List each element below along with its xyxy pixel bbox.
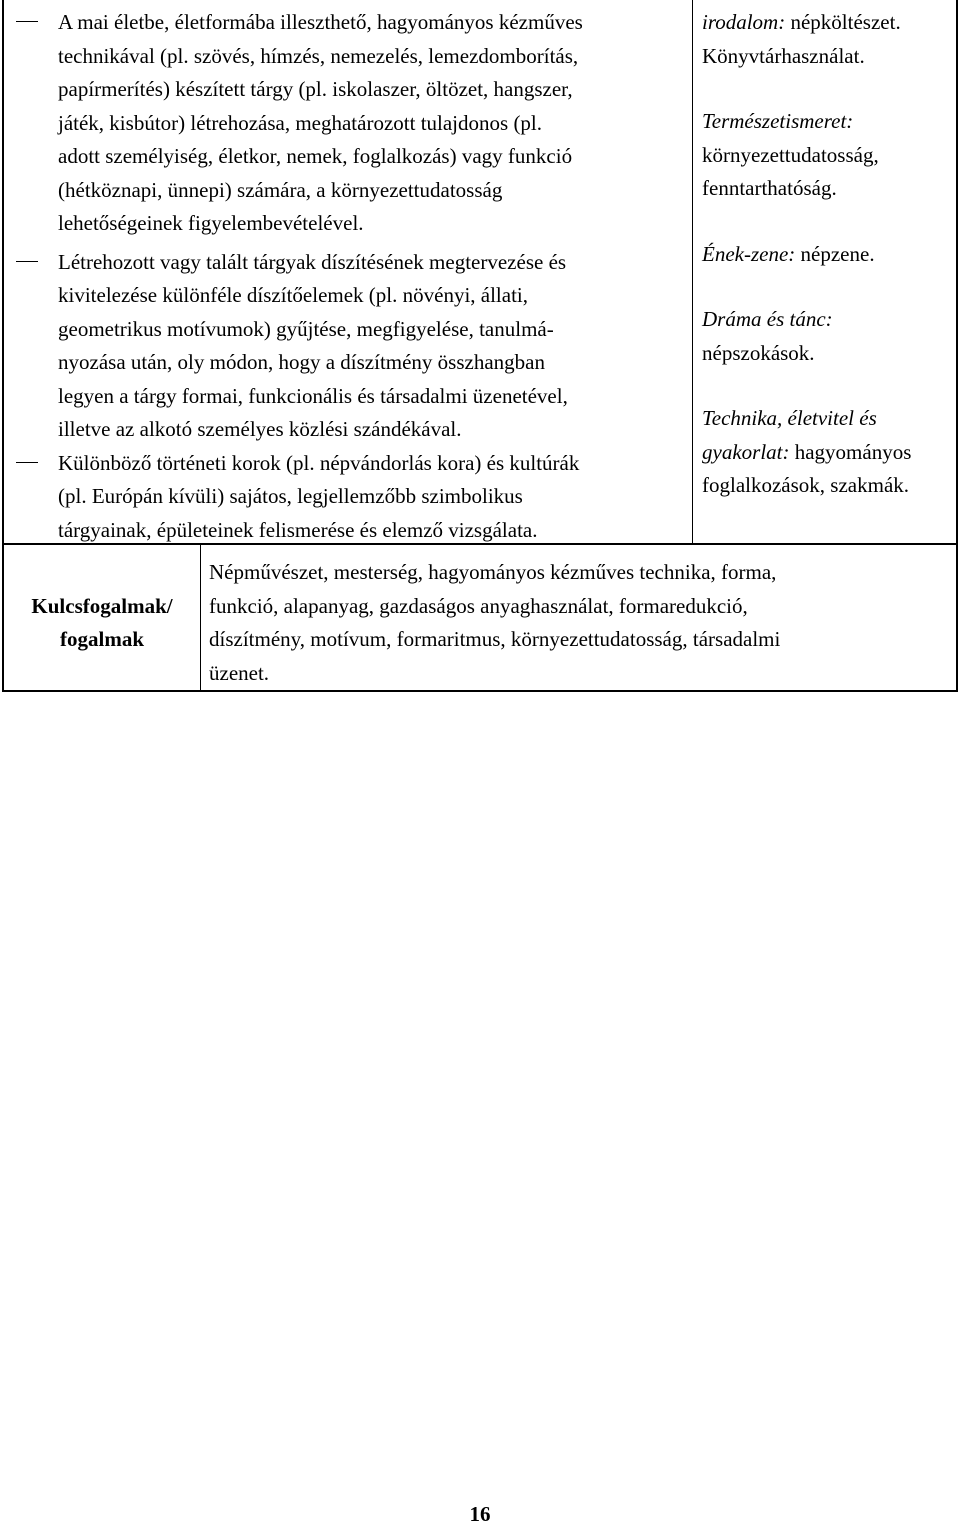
key-concepts-label [4, 590, 200, 656]
task-line: technikával (pl. szövés, hímzés, nemezelés, lemezdomborítás, [58, 43, 579, 68]
task-line: Különböző történeti korok (pl. népvándorlás kora) és kultúrák [58, 450, 580, 475]
development-tasks-column [4, 6, 692, 547]
development-tasks-section [2, 0, 958, 545]
connection-music [702, 238, 958, 272]
connections-column [702, 6, 958, 503]
key-concepts-text [209, 556, 954, 690]
task-line: illetve az alkotó személyes közlési szándékával. [58, 417, 462, 441]
key-concepts-line: Népművészet, mesterség, hagyományos kézműves technika, forma, [209, 560, 777, 584]
connection-subject: Ének-zene: [702, 241, 796, 266]
task-item-3 [4, 447, 692, 548]
task-line: A mai életbe, életformába illeszthető, hagyományos kézműves [58, 10, 583, 34]
column-divider [200, 545, 201, 690]
task-line: kivitelezése különféle díszítőelemek (pl. növényi, állati, [58, 283, 529, 307]
task-line: nyozása után, oly módon, hogy a díszítmény összhangban [58, 350, 545, 374]
key-concepts-line: üzenet. [209, 660, 270, 685]
task-line: (pl. Európán kívüli) sajátos, legjellemzőbb szimbolikus [58, 484, 523, 508]
task-line: adott személyiség, életkor, nemek, foglalkozás) vagy funkció [58, 144, 573, 168]
task-line: tárgyainak, épületeinek felismerése és elemző vizsgálata. [58, 517, 538, 542]
key-concepts-line: funkció, alapanyag, gazdaságos anyaghasználat, formaredukció, [209, 593, 748, 618]
key-concepts-section [2, 545, 958, 692]
dash-bullet-icon [16, 21, 38, 22]
connection-subject: Természetismeret: [702, 109, 854, 133]
task-line: geometrikus motívumok) gyűjtése, megfigyelése, tanulmá- [58, 316, 554, 341]
task-line: Létrehozott vagy talált tárgyak díszítésének megtervezése és [58, 249, 567, 274]
key-concepts-label-line: fogalmak [60, 627, 144, 651]
connection-drama [702, 303, 958, 370]
task-item-2 [4, 246, 692, 447]
connection-text: népzene. [800, 241, 875, 266]
task-line: legyen a tárgy formai, funkcionális és társadalmi üzenetével, [58, 383, 568, 408]
task-item-1 [4, 6, 692, 241]
connection-literature [702, 6, 958, 73]
connection-text: népszokások. [702, 340, 815, 365]
column-divider [692, 0, 693, 543]
connection-subject: Dráma és tánc: [702, 307, 833, 331]
key-concepts-label-line: Kulcsfogalmak/ [31, 594, 173, 618]
connection-text: népköltészet. [790, 10, 901, 34]
task-line: papírmerítés) készített tárgy (pl. iskolaszer, öltözet, hangszer, [58, 77, 573, 101]
connection-technology [702, 402, 958, 503]
key-concepts-line: díszítmény, motívum, formaritmus, környezettudatosság, társadalmi [209, 627, 781, 651]
dash-bullet-icon [16, 261, 38, 262]
dash-bullet-icon [16, 462, 38, 463]
connection-extra: Könyvtárhasználat. [702, 43, 865, 68]
task-line: játék, kisbútor) létrehozása, meghatározott tulajdonos (pl. [58, 110, 543, 135]
connection-text: hagyományos foglalkozások, szakmák. [702, 439, 912, 497]
connection-subject: Technika, életvitel és gyakorlat: [702, 406, 877, 464]
page-number: 16 [469, 1502, 491, 1526]
connection-text: környezettudatosság, fenntarthatóság. [702, 142, 879, 200]
connection-subject: irodalom: [702, 10, 786, 34]
task-line: lehetőségeinek figyelembevételével. [58, 211, 364, 235]
task-line: (hétköznapi, ünnepi) számára, a környezettudatosság [58, 177, 503, 202]
connection-science [702, 105, 958, 206]
